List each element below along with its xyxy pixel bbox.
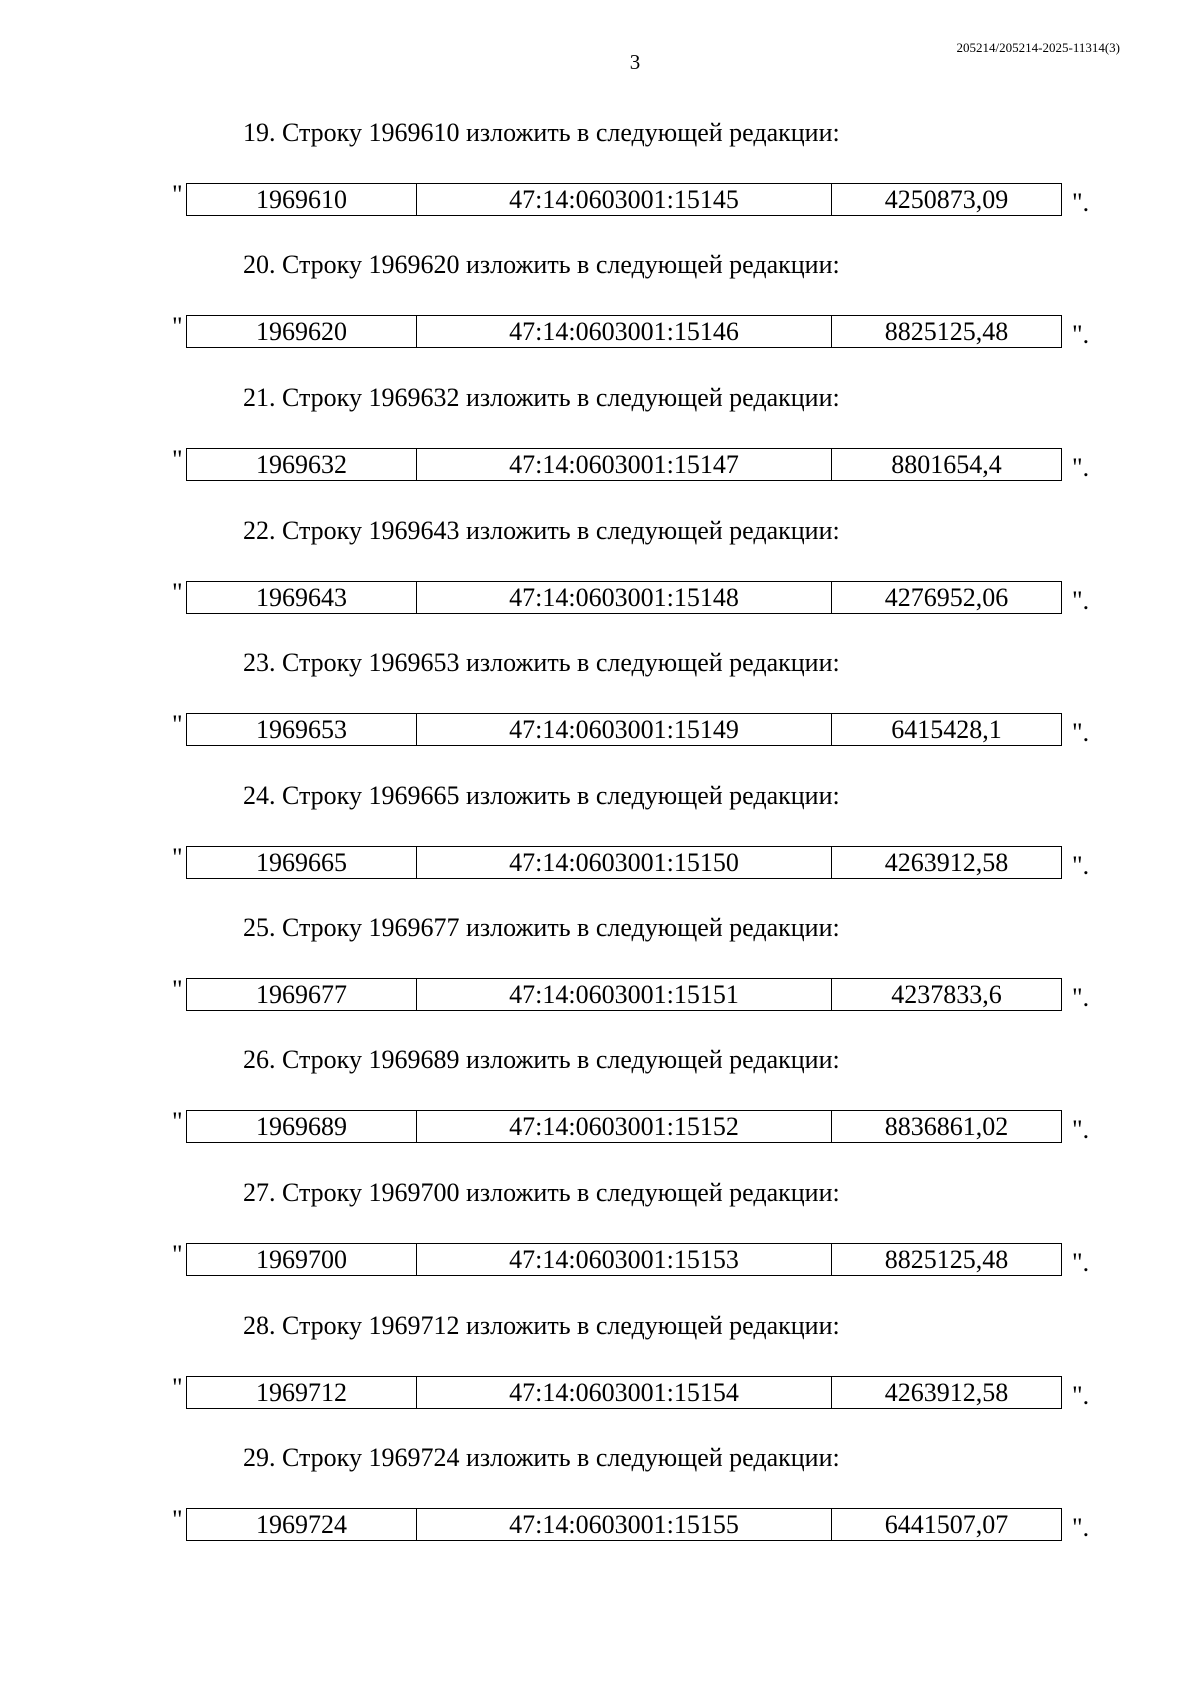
amendment-row-table (186, 183, 1062, 216)
row-number-cell: 1969700 (187, 1244, 417, 1276)
cadastral-number-cell: 47:14:0603001:15147 (417, 449, 832, 481)
amendment-item (0, 912, 1200, 1044)
value-cell: 8825125,48 (832, 1244, 1062, 1276)
quote-close: ". (1072, 851, 1090, 880)
quote-close: ". (1072, 1115, 1090, 1144)
amendment-row-table (186, 1376, 1062, 1409)
row-number-cell: 1969712 (187, 1377, 417, 1409)
table-row (187, 316, 1062, 348)
quote-open: " (172, 1107, 183, 1136)
amendment-row-table (186, 581, 1062, 614)
value-cell: 4263912,58 (832, 847, 1062, 879)
amendment-row-table (186, 448, 1062, 481)
value-cell: 8801654,4 (832, 449, 1062, 481)
cadastral-number-cell: 47:14:0603001:15149 (417, 714, 832, 746)
table-row (187, 1509, 1062, 1541)
amendment-item (0, 1044, 1200, 1176)
cadastral-number-cell: 47:14:0603001:15155 (417, 1509, 832, 1541)
quote-close: ". (1072, 586, 1090, 615)
cadastral-number-cell: 47:14:0603001:15146 (417, 316, 832, 348)
value-cell: 4237833,6 (832, 979, 1062, 1011)
table-row (187, 1244, 1062, 1276)
amendment-row-table (186, 1243, 1062, 1276)
quote-open: " (172, 312, 183, 341)
row-number-cell: 1969643 (187, 582, 417, 614)
amendment-row-table (186, 978, 1062, 1011)
amendment-item (0, 1310, 1200, 1442)
quote-open: " (172, 843, 183, 872)
table-row (187, 847, 1062, 879)
row-number-cell: 1969689 (187, 1111, 417, 1143)
table-row (187, 184, 1062, 216)
amendment-heading: 26. Строку 1969689 изложить в следующей редакции: (243, 1045, 840, 1074)
row-number-cell: 1969632 (187, 449, 417, 481)
quote-open: " (172, 180, 183, 209)
value-cell: 4263912,58 (832, 1377, 1062, 1409)
page-number: 3 (629, 50, 641, 74)
row-number-cell: 1969665 (187, 847, 417, 879)
document-id: 205214/205214-2025-11314(3) (956, 40, 1120, 55)
row-number-cell: 1969724 (187, 1509, 417, 1541)
amendment-item (0, 1177, 1200, 1309)
quote-open: " (172, 710, 183, 739)
amendment-heading: 29. Строку 1969724 изложить в следующей редакции: (243, 1443, 840, 1472)
table-row (187, 449, 1062, 481)
table-row (187, 1111, 1062, 1143)
table-row (187, 979, 1062, 1011)
amendment-row-table (186, 1508, 1062, 1541)
amendment-item (0, 382, 1200, 514)
quote-open: " (172, 1373, 183, 1402)
cadastral-number-cell: 47:14:0603001:15150 (417, 847, 832, 879)
quote-open: " (172, 1240, 183, 1269)
amendment-heading: 27. Строку 1969700 изложить в следующей редакции: (243, 1178, 840, 1207)
amendment-heading: 23. Строку 1969653 изложить в следующей редакции: (243, 648, 840, 677)
quote-open: " (172, 445, 183, 474)
amendment-item (0, 249, 1200, 381)
cadastral-number-cell: 47:14:0603001:15151 (417, 979, 832, 1011)
quote-close: ". (1072, 188, 1090, 217)
cadastral-number-cell: 47:14:0603001:15154 (417, 1377, 832, 1409)
value-cell: 8825125,48 (832, 316, 1062, 348)
cadastral-number-cell: 47:14:0603001:15148 (417, 582, 832, 614)
cadastral-number-cell: 47:14:0603001:15153 (417, 1244, 832, 1276)
amendment-item (0, 1442, 1200, 1574)
cadastral-number-cell: 47:14:0603001:15152 (417, 1111, 832, 1143)
amendment-item (0, 515, 1200, 647)
table-row (187, 1377, 1062, 1409)
value-cell: 6415428,1 (832, 714, 1062, 746)
amendment-row-table (186, 846, 1062, 879)
quote-close: ". (1072, 983, 1090, 1012)
amendment-heading: 28. Строку 1969712 изложить в следующей редакции: (243, 1311, 840, 1340)
value-cell: 8836861,02 (832, 1111, 1062, 1143)
quote-close: ". (1072, 453, 1090, 482)
row-number-cell: 1969620 (187, 316, 417, 348)
quote-open: " (172, 578, 183, 607)
quote-close: ". (1072, 1381, 1090, 1410)
amendment-row-table (186, 1110, 1062, 1143)
value-cell: 4276952,06 (832, 582, 1062, 614)
quote-open: " (172, 1505, 183, 1534)
row-number-cell: 1969677 (187, 979, 417, 1011)
amendment-item (0, 647, 1200, 779)
amendment-heading: 19. Строку 1969610 изложить в следующей редакции: (243, 118, 840, 147)
amendment-heading: 20. Строку 1969620 изложить в следующей редакции: (243, 250, 840, 279)
quote-close: ". (1072, 1248, 1090, 1277)
table-row (187, 582, 1062, 614)
amendment-heading: 22. Строку 1969643 изложить в следующей редакции: (243, 516, 840, 545)
row-number-cell: 1969653 (187, 714, 417, 746)
quote-close: ". (1072, 1513, 1090, 1542)
quote-close: ". (1072, 320, 1090, 349)
amendment-heading: 24. Строку 1969665 изложить в следующей редакции: (243, 781, 840, 810)
value-cell: 6441507,07 (832, 1509, 1062, 1541)
table-row (187, 714, 1062, 746)
amendment-item (0, 780, 1200, 912)
amendment-row-table (186, 315, 1062, 348)
amendment-row-table (186, 713, 1062, 746)
amendment-heading: 25. Строку 1969677 изложить в следующей редакции: (243, 913, 840, 942)
value-cell: 4250873,09 (832, 184, 1062, 216)
cadastral-number-cell: 47:14:0603001:15145 (417, 184, 832, 216)
row-number-cell: 1969610 (187, 184, 417, 216)
amendment-heading: 21. Строку 1969632 изложить в следующей редакции: (243, 383, 840, 412)
quote-close: ". (1072, 718, 1090, 747)
amendment-item (0, 117, 1200, 249)
quote-open: " (172, 975, 183, 1004)
